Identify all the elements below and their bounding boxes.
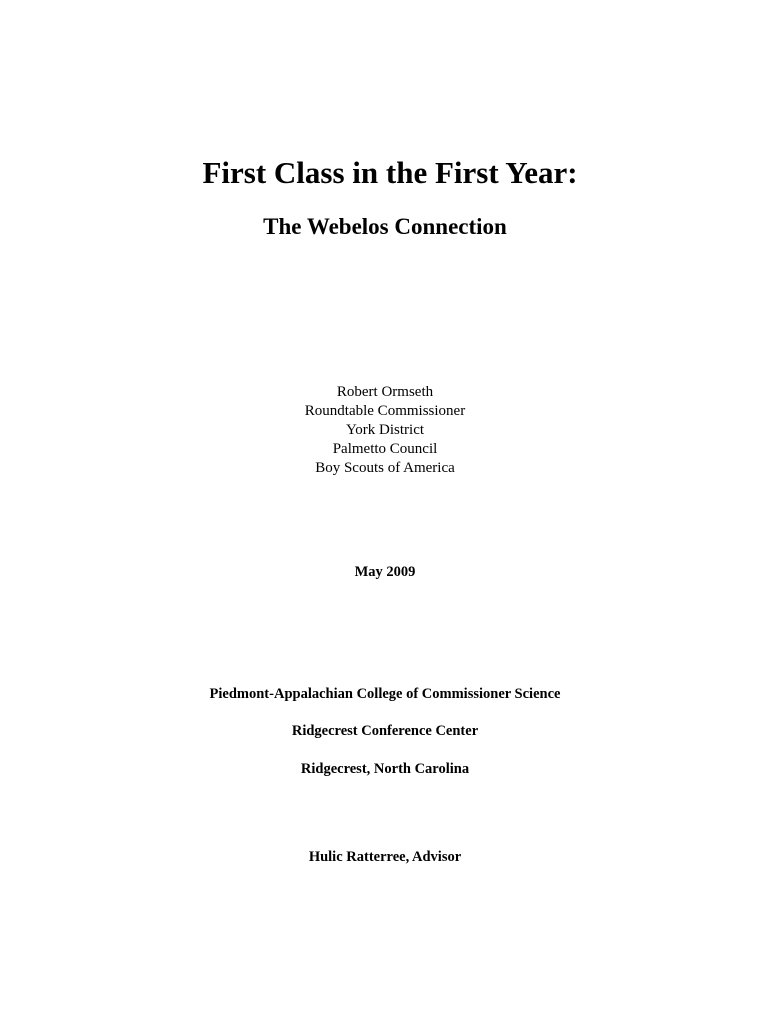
advisor-name: Hulic Ratterree, Advisor [308,849,462,865]
document-date: May 2009 [354,564,416,580]
document-subtitle: The Webelos Connection [263,214,507,239]
author-position: Roundtable Commissioner [304,403,466,419]
document-title: First Class in the First Year: [202,155,578,190]
college-name: Piedmont-Appalachian College of Commissioner Science [209,686,561,702]
location-name: Ridgecrest, North Carolina [300,761,470,777]
author-council: Palmetto Council [332,441,438,457]
author-organization: Boy Scouts of America [315,460,455,476]
author-name: Robert Ormseth [336,384,434,400]
venue-name: Ridgecrest Conference Center [291,723,479,739]
author-district: York District [345,422,425,438]
